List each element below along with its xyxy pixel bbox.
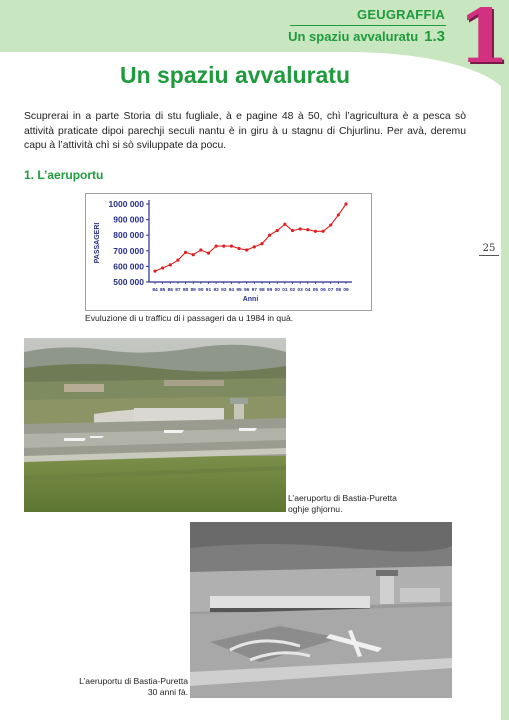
x-tick-label: 01: [282, 288, 288, 293]
x-tick-label: 02: [289, 288, 296, 293]
x-tick-label: 99: [266, 288, 273, 293]
x-tick-label: 93: [221, 288, 227, 293]
x-tick-label: 97: [251, 288, 257, 293]
x-tick-label: 92: [213, 288, 219, 293]
x-tick-label: 08: [335, 288, 342, 293]
data-point: [192, 253, 195, 256]
data-point: [268, 234, 271, 237]
page-number: 25: [479, 243, 499, 256]
photo2-caption-line2: 30 anni fà.: [147, 687, 188, 697]
data-point: [299, 227, 302, 230]
data-point: [237, 247, 240, 250]
x-tick-label: 95: [236, 288, 242, 293]
x-tick-label: 84: [152, 288, 158, 293]
data-point: [337, 213, 340, 216]
section-label: [288, 28, 445, 45]
header-rule: [290, 25, 446, 26]
data-point: [222, 245, 225, 248]
x-tick-label: 04: [305, 288, 311, 293]
section-title: Un spaziu avvaluratu: [288, 29, 419, 44]
x-tick-label: 06: [320, 288, 326, 293]
photo2-caption-line1: L’aeruportu di Bastia-Puretta: [79, 676, 188, 686]
data-point: [283, 223, 286, 226]
data-point: [199, 248, 202, 251]
side-strip: [501, 52, 509, 720]
data-point: [344, 202, 347, 205]
x-tick-label: 98: [259, 288, 265, 293]
x-tick-label: 07: [328, 288, 334, 293]
data-point: [253, 245, 256, 248]
x-tick-label: 88: [182, 288, 189, 293]
data-point: [321, 230, 324, 233]
data-point: [215, 245, 218, 248]
data-point: [291, 229, 294, 232]
photo2-caption: [76, 676, 188, 698]
passenger-chart: [85, 193, 372, 311]
y-tick-label: 800 000: [113, 230, 144, 241]
y-tick-label: 900 000: [113, 214, 144, 225]
x-tick-label: 89: [190, 288, 196, 293]
x-tick-label: 05: [312, 288, 319, 293]
photo-airport-today: [24, 338, 286, 512]
data-point: [153, 269, 156, 272]
x-tick-label: 90: [198, 288, 204, 293]
y-axis-title: PASSAGERI: [94, 222, 101, 264]
y-tick-label: 600 000: [113, 261, 144, 272]
x-tick-label: 96: [244, 288, 250, 293]
data-point: [207, 252, 210, 255]
data-point: [161, 266, 164, 269]
subject-label: GEUGRAFFIA: [357, 7, 445, 22]
x-tick-label: 86: [167, 288, 173, 293]
data-point: [169, 263, 172, 266]
x-tick-label: 91: [205, 288, 212, 293]
data-point: [306, 228, 309, 231]
x-tick-label: 00: [274, 288, 280, 293]
data-point: [260, 242, 263, 245]
x-tick-label: 87: [175, 288, 181, 293]
photo1-caption: [288, 493, 397, 515]
y-tick-label: 500 000: [113, 277, 144, 287]
data-point: [276, 229, 279, 232]
data-point: [245, 248, 248, 251]
data-point: [176, 259, 179, 262]
data-point: [329, 223, 332, 226]
x-tick-label: 85: [159, 288, 166, 293]
data-point: [230, 245, 233, 248]
section-number: 1.3: [424, 28, 445, 45]
photo1-caption-line1: L’aeruportu di Bastia-Puretta: [288, 493, 397, 503]
x-tick-label: 03: [297, 288, 303, 293]
photo1-caption-line2: oghje ghjornu.: [288, 504, 343, 514]
chart-canvas: [86, 194, 371, 310]
intro-paragraph: Scuprerai in a parte Storia di stu fugliale, à e pagine 48 à 50, chì l’agricultura è a pesca sò attività praticate dipoi parechji seculi nantu è in giru à u stagnu di Chjurlinu. Per avà, deremu capu à l’attività chì si sò sviluppate da pocu.: [24, 111, 466, 151]
data-point: [314, 230, 317, 233]
chapter-number: 1: [458, 0, 509, 80]
series-line: [155, 204, 346, 271]
chart-caption: Evuluzione di u trafficu di i passageri da u 1984 in quà.: [85, 313, 294, 323]
y-tick-label: 700 000: [113, 245, 144, 256]
x-tick-label: 94: [228, 288, 235, 293]
section-heading: 1. L’aeruportu: [24, 168, 104, 182]
page-title: Un spaziu avvaluratu: [119, 62, 351, 88]
x-tick-label: 09: [343, 288, 349, 293]
x-axis-title: Anni: [242, 296, 259, 303]
photo-airport-30-years-ago: [190, 522, 452, 698]
y-tick-label: 1000 000: [108, 199, 144, 209]
data-point: [184, 251, 187, 254]
